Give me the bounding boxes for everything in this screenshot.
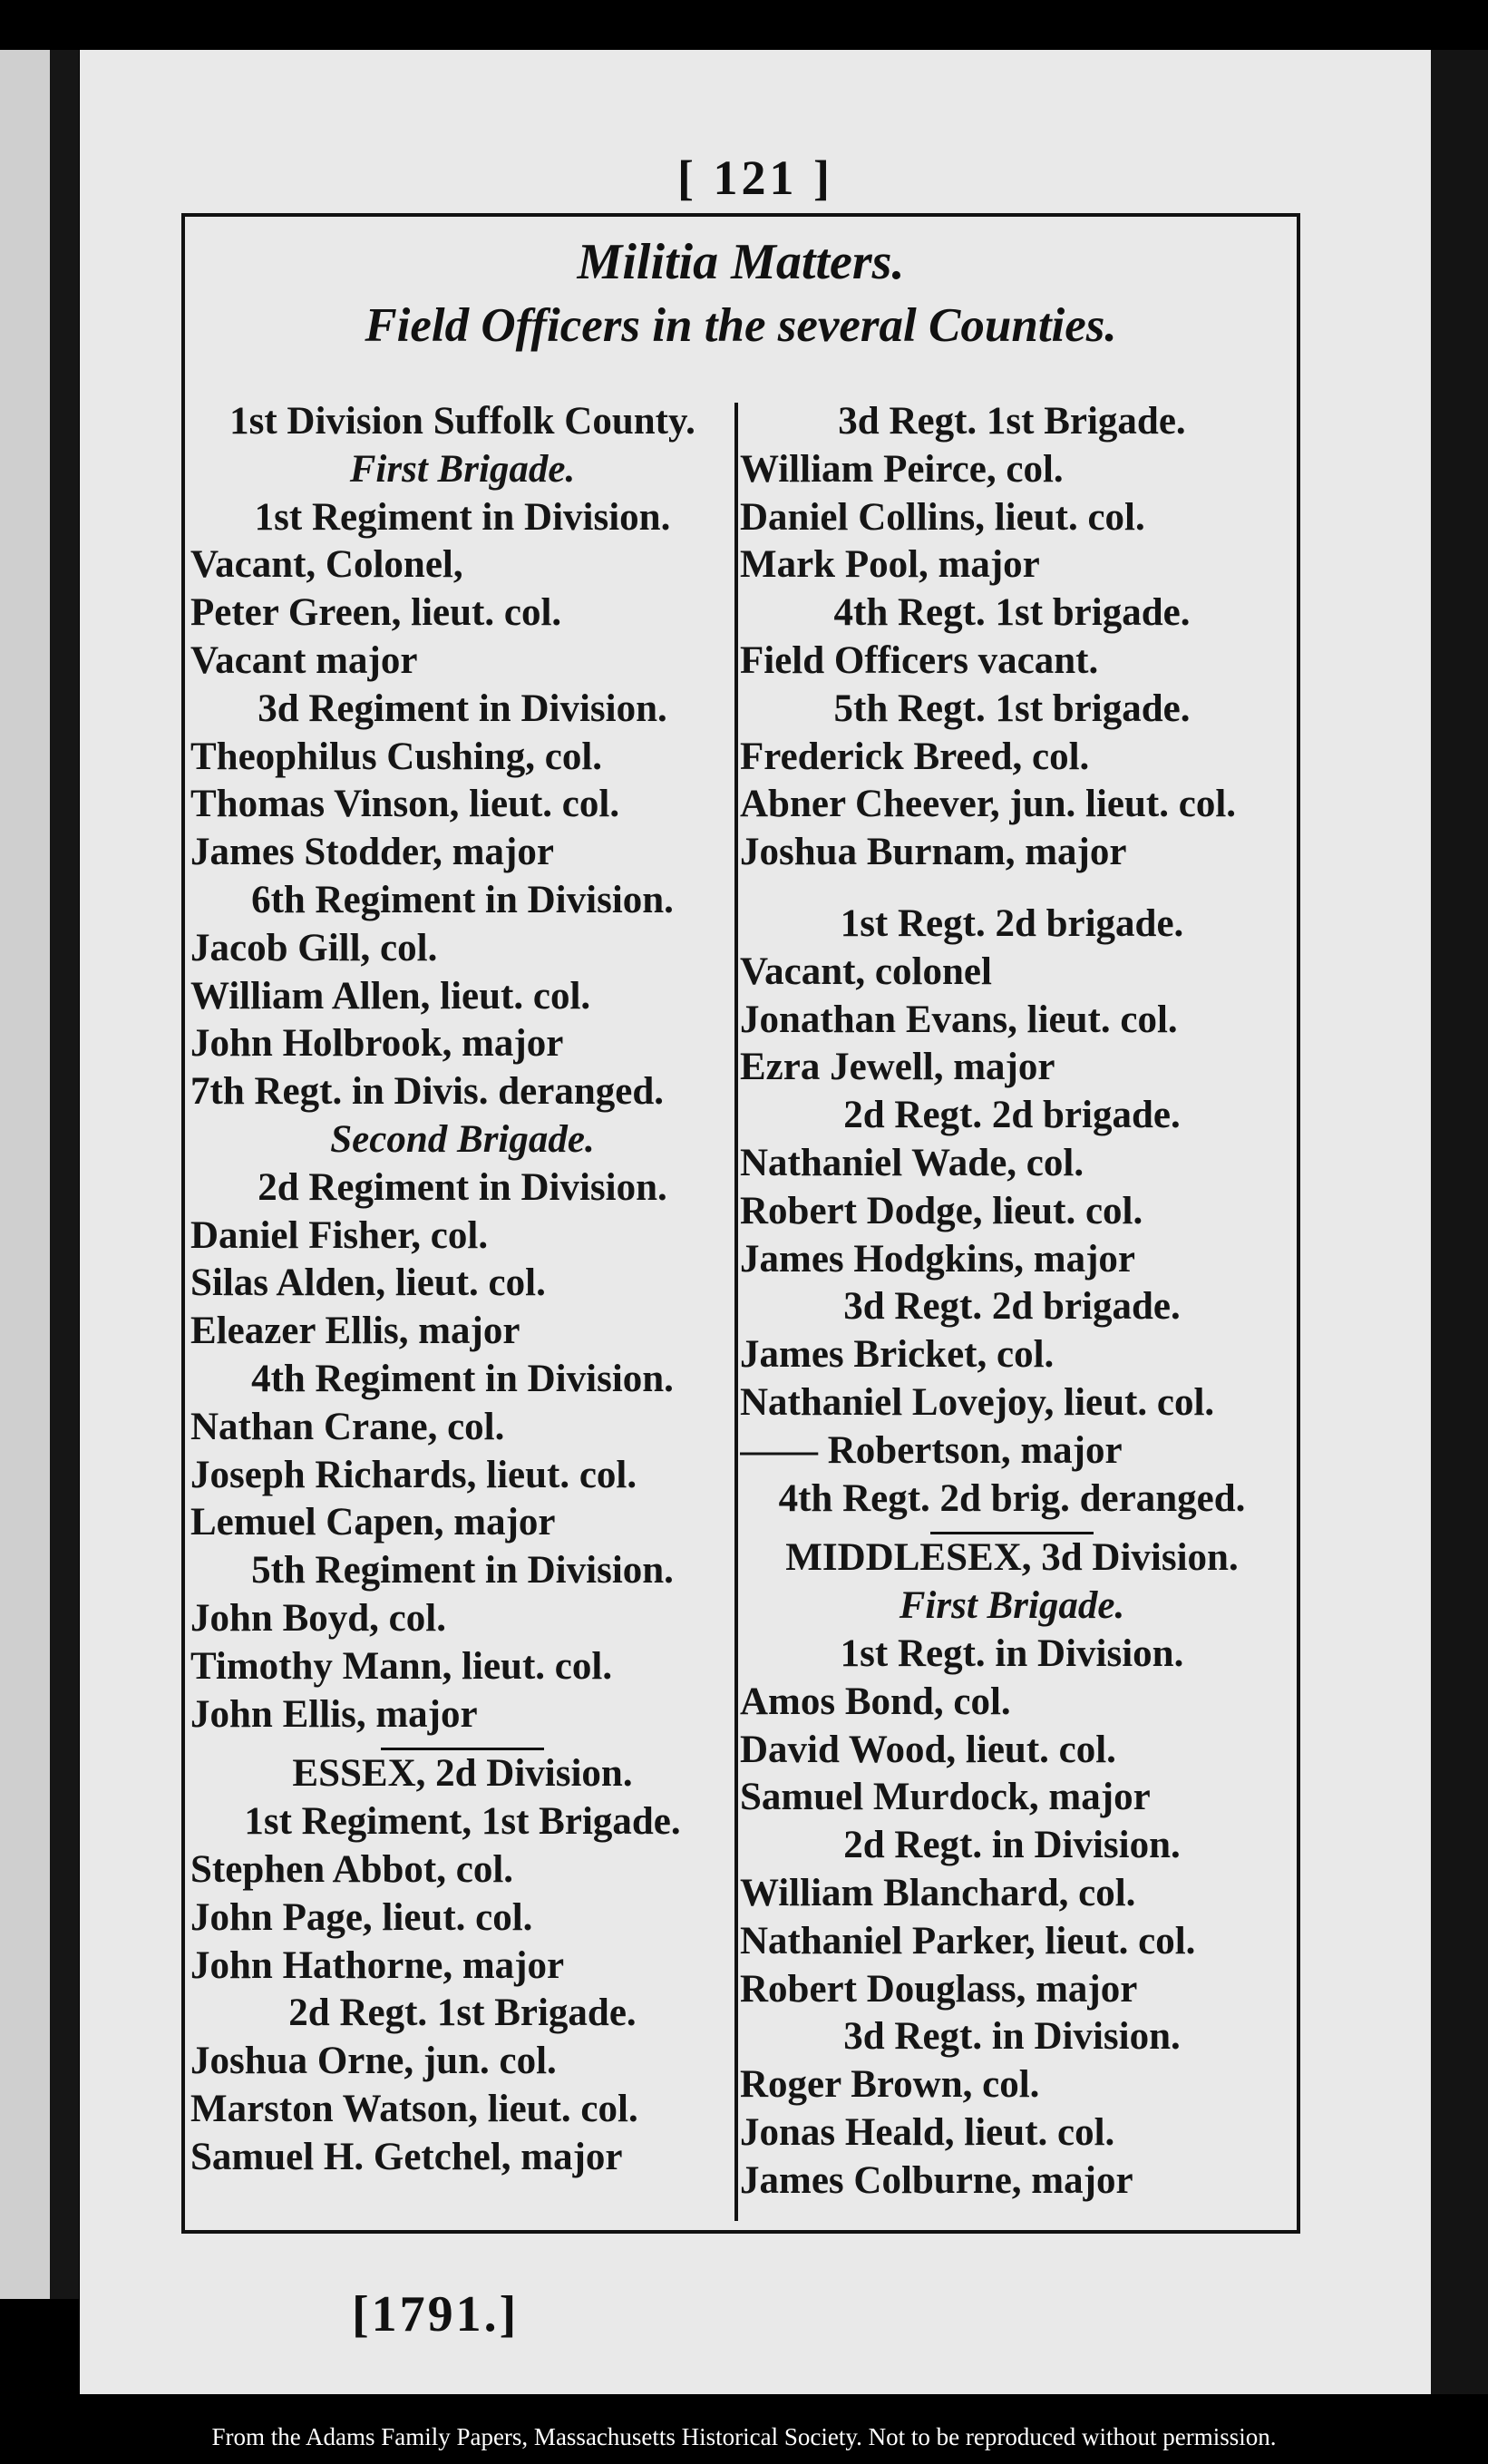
- binding-shadow: [50, 50, 79, 2299]
- officer-entry: Jonas Heald, lieut. col.: [740, 2110, 1115, 2154]
- regiment-heading: 2d Regt. 1st Brigade.: [288, 1992, 637, 2035]
- regiment-heading: 2d Regiment in Division.: [258, 1165, 667, 1209]
- officer-entry: Frederick Breed, col.: [740, 735, 1090, 778]
- regiment-heading: 1st Regt. in Division.: [840, 1631, 1184, 1675]
- page-number: [ 121 ]: [677, 151, 833, 205]
- footer-year: [1791.]: [352, 2286, 520, 2342]
- section-gap: [740, 877, 1284, 901]
- regiment-heading: 3d Regiment in Division.: [258, 687, 667, 730]
- officer-entry: Marston Watson, lieut. col.: [190, 2087, 638, 2130]
- regiment-heading: First Brigade.: [349, 447, 576, 491]
- regiment-heading: 6th Regiment in Division.: [251, 878, 674, 921]
- almanac-page: [80, 50, 1431, 2394]
- officer-entry: Joseph Richards, lieut. col.: [190, 1453, 637, 1496]
- regiment-heading: MIDDLESEX, 3d Division.: [785, 1536, 1239, 1580]
- officer-entry: Nathaniel Lovejoy, lieut. col.: [740, 1380, 1215, 1424]
- section-title: Militia Matters.: [577, 234, 905, 290]
- officer-entry: John Hathorne, major: [190, 1943, 565, 1987]
- officer-entry: Jacob Gill, col.: [190, 926, 438, 969]
- officer-entry: Samuel H. Getchel, major: [190, 2135, 623, 2178]
- officer-entry: —— Robertson, major: [740, 1428, 1123, 1472]
- officer-entry: John Holbrook, major: [190, 1022, 564, 1066]
- officer-entry: Jonathan Evans, lieut. col.: [740, 998, 1178, 1041]
- officer-entry: William Allen, lieut. col.: [190, 974, 591, 1018]
- officer-entry: Roger Brown, col.: [740, 2063, 1040, 2107]
- officer-entry: Samuel Murdock, major: [740, 1776, 1151, 1819]
- regiment-heading: 3d Regt. 1st Brigade.: [838, 400, 1186, 443]
- regiment-heading: 1st Regiment, 1st Brigade.: [244, 1800, 681, 1844]
- officer-entry: Amos Bond, col.: [740, 1680, 1011, 1723]
- officer-entry: James Bricket, col.: [740, 1333, 1055, 1377]
- column-divider: [734, 403, 738, 2221]
- officer-entry: Robert Douglass, major: [740, 1967, 1138, 2011]
- officer-entry: James Colburne, major: [740, 2158, 1133, 2202]
- officer-entry: John Boyd, col.: [190, 1596, 446, 1640]
- officer-entry: Ezra Jewell, major: [740, 1046, 1055, 1089]
- regiment-heading: 5th Regt. 1st brigade.: [833, 687, 1191, 730]
- officer-entry: Thomas Vinson, lieut. col.: [190, 783, 620, 826]
- officer-entry: Daniel Collins, lieut. col.: [740, 495, 1145, 539]
- regiment-heading: 1st Regiment in Division.: [254, 495, 671, 539]
- officer-entry: Abner Cheever, jun. lieut. col.: [740, 783, 1237, 826]
- regiment-heading: 4th Regt. 1st brigade.: [833, 591, 1191, 635]
- officer-entry: Vacant, colonel: [740, 950, 992, 993]
- officer-entry: David Wood, lieut. col.: [740, 1728, 1116, 1771]
- officer-entry: Nathaniel Wade, col.: [740, 1141, 1084, 1184]
- officer-entry: 7th Regt. in Divis. deranged.: [190, 1070, 664, 1114]
- officer-entry: William Blanchard, col.: [740, 1871, 1136, 1914]
- officer-entry: James Hodgkins, major: [740, 1237, 1135, 1281]
- officer-entry: Lemuel Capen, major: [190, 1501, 556, 1544]
- regiment-heading: 3d Regt. 2d brigade.: [843, 1285, 1181, 1329]
- regiment-heading: 4th Regt. 2d brig. deranged.: [778, 1476, 1246, 1520]
- regiment-heading: ESSEX, 2d Division.: [292, 1752, 633, 1796]
- right-page-edge: [1431, 50, 1488, 2394]
- officer-entry: John Page, lieut. col.: [190, 1895, 533, 1939]
- officer-entry: Peter Green, lieut. col.: [190, 591, 562, 635]
- officer-entry: James Stodder, major: [190, 831, 554, 874]
- officer-entry: Silas Alden, lieut. col.: [190, 1261, 546, 1305]
- officer-entry: Joshua Burnam, major: [740, 831, 1127, 874]
- officer-entry: Robert Dodge, lieut. col.: [740, 1189, 1143, 1232]
- officer-entry: Field Officers vacant.: [740, 638, 1099, 682]
- regiment-heading: 2d Regt. in Division.: [843, 1824, 1181, 1867]
- regiment-heading: 2d Regt. 2d brigade.: [843, 1094, 1181, 1137]
- section-subtitle: Field Officers in the several Counties.: [365, 299, 1117, 352]
- left-column: [190, 398, 734, 2181]
- regiment-heading: 1st Division Suffolk County.: [229, 400, 695, 443]
- officer-entry: Vacant, Colonel,: [190, 543, 463, 587]
- officer-entry: Timothy Mann, lieut. col.: [190, 1644, 613, 1688]
- officer-entry: Mark Pool, major: [740, 543, 1040, 587]
- regiment-heading: Second Brigade.: [330, 1117, 595, 1161]
- archive-credit: From the Adams Family Papers, Massachusetts Historical Society. Not to be reproduced without permission.: [211, 2423, 1277, 2450]
- officer-entry: Theophilus Cushing, col.: [190, 735, 603, 778]
- regiment-heading: First Brigade.: [899, 1584, 1125, 1628]
- officer-entry: John Ellis, major: [190, 1692, 478, 1736]
- officer-entry: Nathan Crane, col.: [190, 1405, 505, 1448]
- right-column: [740, 398, 1284, 2205]
- officer-entry: Vacant major: [190, 638, 418, 682]
- regiment-heading: 1st Regt. 2d brigade.: [840, 901, 1184, 945]
- facing-page-edge: [0, 50, 50, 2299]
- text-frame: [181, 213, 1300, 2234]
- officer-entry: Stephen Abbot, col.: [190, 1847, 514, 1891]
- officer-entry: Nathaniel Parker, lieut. col.: [740, 1919, 1196, 1962]
- regiment-heading: 4th Regiment in Division.: [251, 1357, 674, 1400]
- officer-entry: Joshua Orne, jun. col.: [190, 2040, 557, 2083]
- officer-entry: Eleazer Ellis, major: [190, 1310, 520, 1353]
- officer-entry: William Peirce, col.: [740, 447, 1064, 491]
- regiment-heading: 5th Regiment in Division.: [251, 1549, 674, 1592]
- officer-entry: Daniel Fisher, col.: [190, 1213, 489, 1257]
- regiment-heading: 3d Regt. in Division.: [843, 2015, 1181, 2059]
